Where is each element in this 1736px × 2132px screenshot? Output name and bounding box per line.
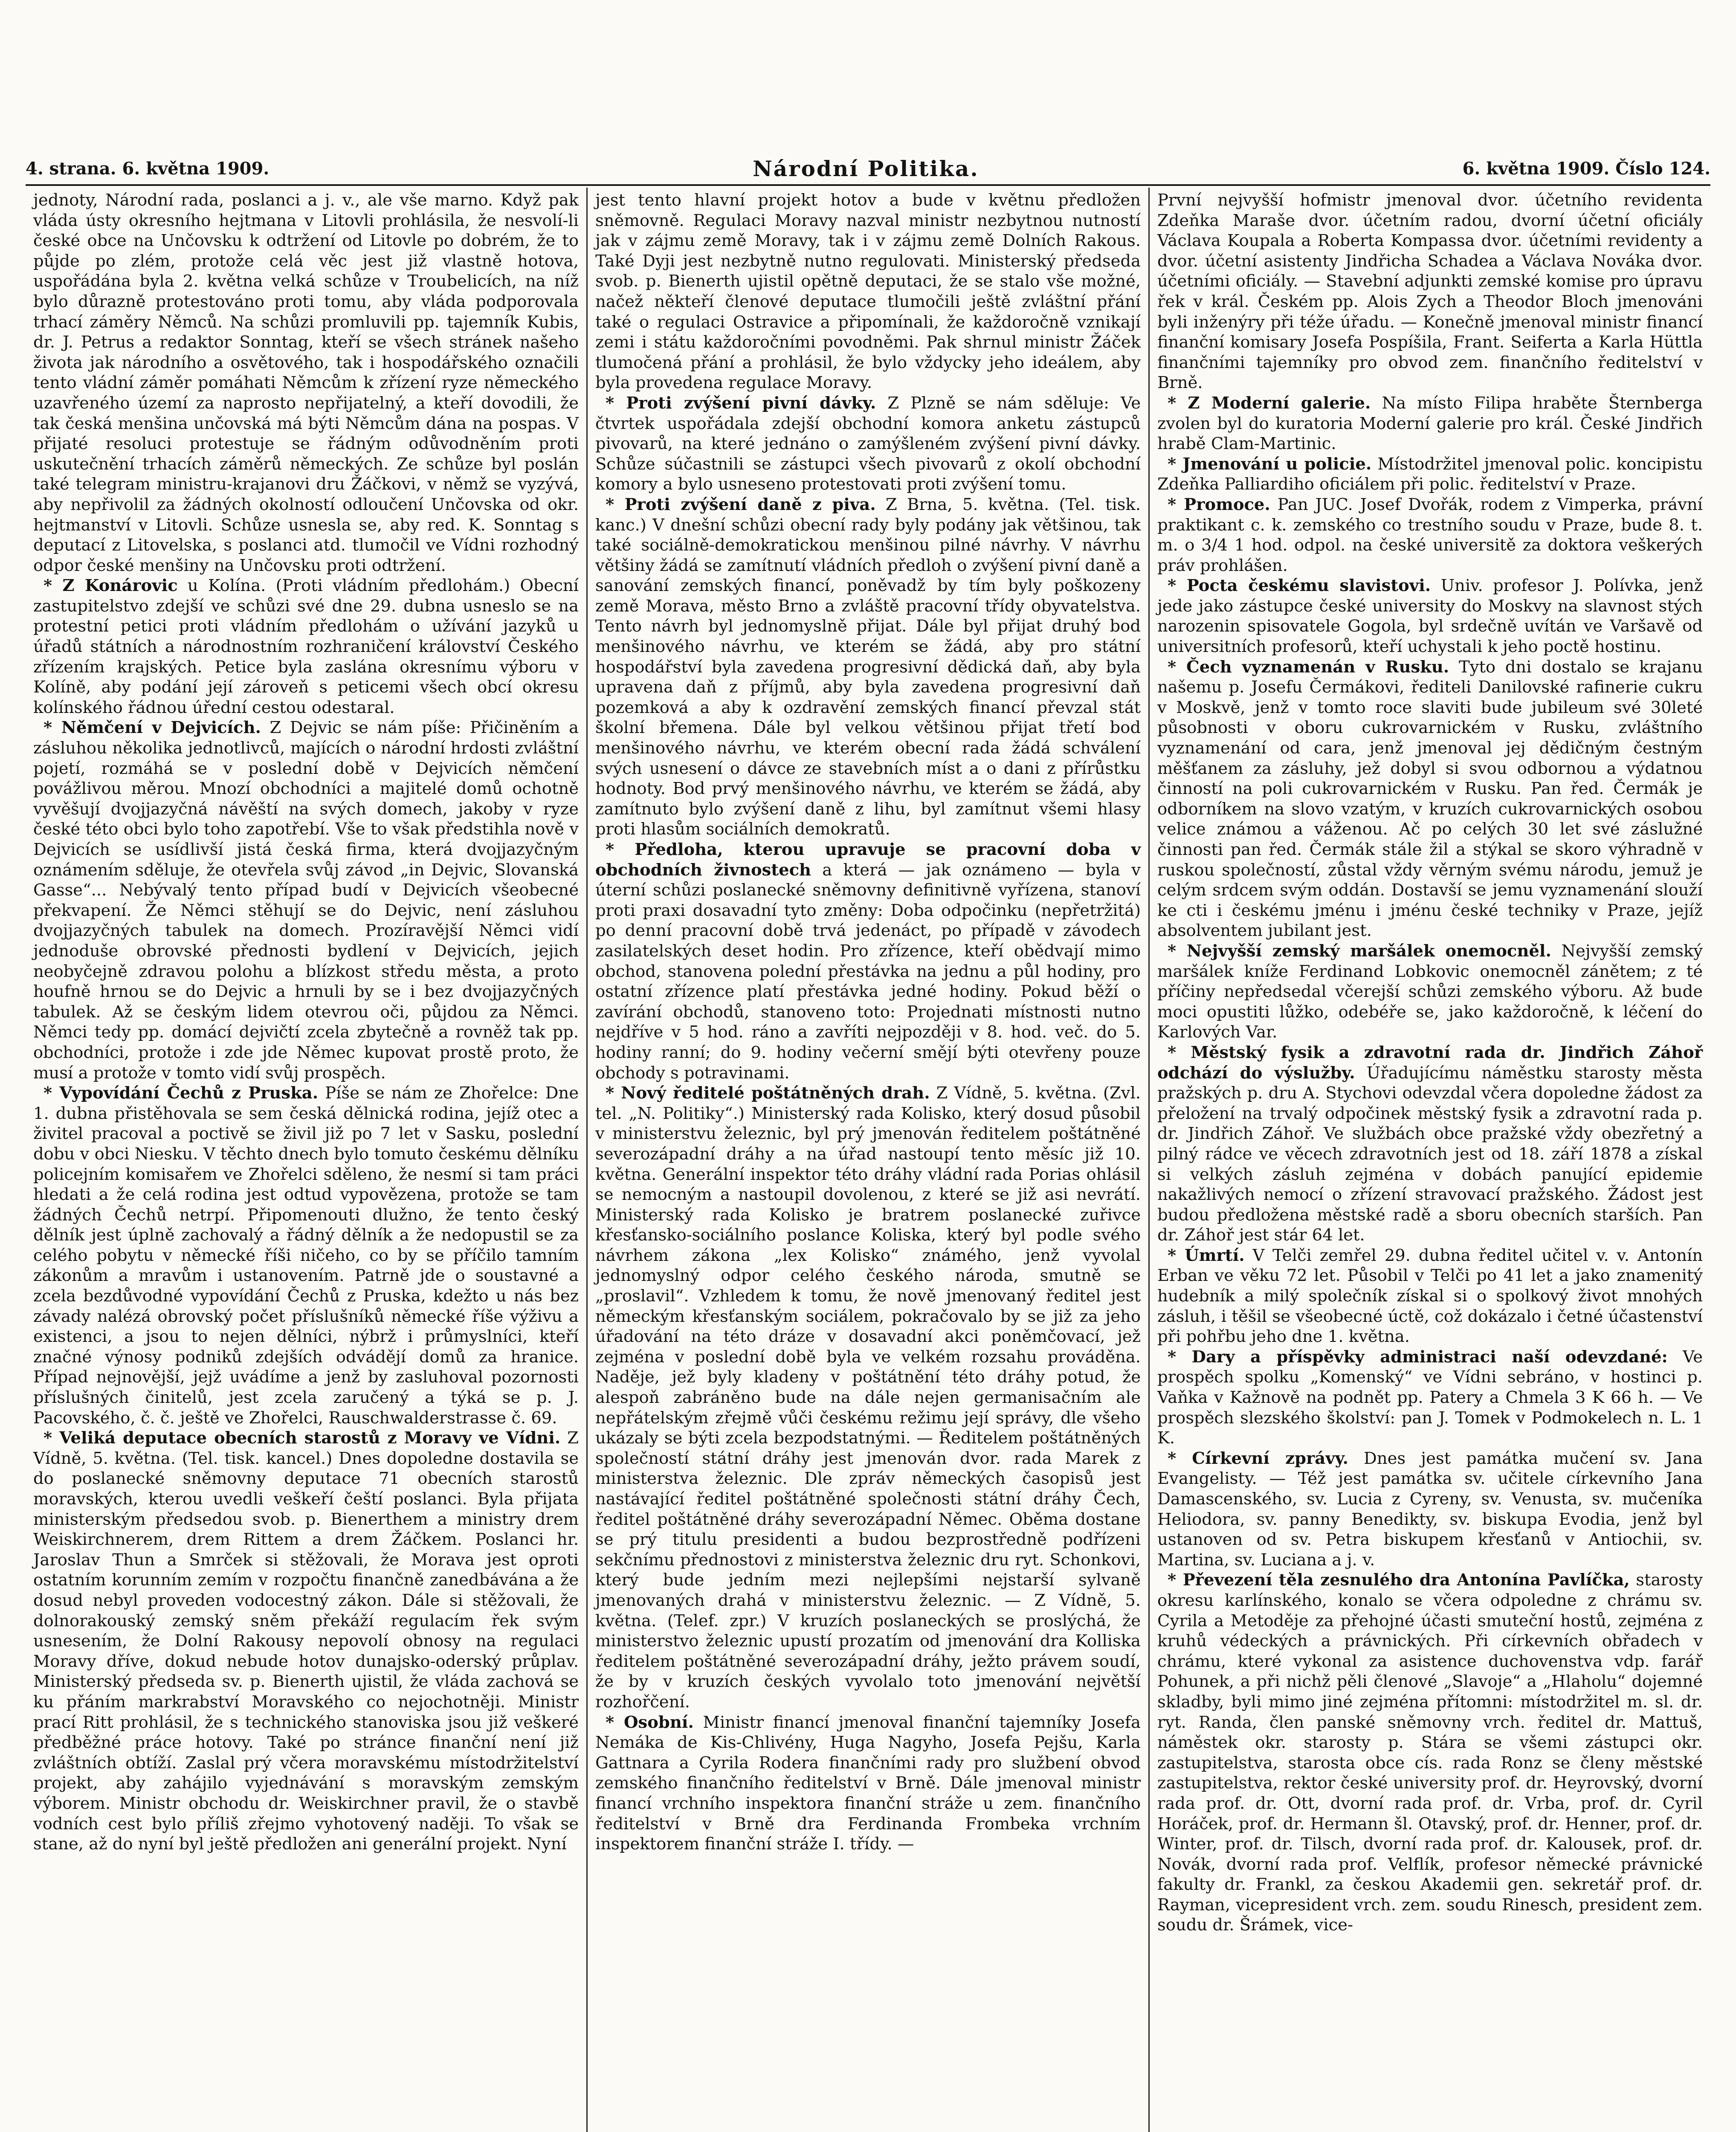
article-paragraph xyxy=(595,393,1141,495)
article-paragraph xyxy=(1157,454,1703,495)
article-paragraph xyxy=(595,1712,1141,1854)
article-headline: * Němčení v Dejvicích. xyxy=(43,718,261,738)
running-head xyxy=(26,154,1710,183)
text-columns xyxy=(26,188,1710,2132)
article-headline: * Nejvyšší zemský maršálek onemocněl. xyxy=(1168,941,1551,961)
page-number-date: 4. strana. 6. května 1909. xyxy=(26,158,270,179)
article-paragraph xyxy=(1157,1448,1703,1570)
newspaper-title: Národní Politika. xyxy=(753,156,979,181)
article-text: starosty okresu karlínského, konalo se včera odpoledne z chrámu sv. Cyrila a Metoděje za přehojné účasti smuteční hostů, zejména z kruhů védeckých a právnických. Při církevních obřadech v chrámu, které vykonal za asistence duchovenstva vdp. farář Pohunek, a při nichž pěli členové „Slavoje“ a „Hlaholu“ dojemné skladby, byli mimo jiné zejména přítomni: místodržitel m. sl. dr. ryt. Randa, člen panské sněmovny vrch. ředitel dr. Mattuš, náměstek okr. starosty p. Stára se všemi zástupci okr. zastupitelstva, starosta obce cís. rada Ronz se členy městské zastupitelstva, rektor české university prof. dr. Heyrovský, dvorní rada prof. dr. Ott, dvorní rada prof. dr. Vrba, prof. dr. Cyril Horáček, prof. dr. Hermann šl. Otavský, prof. dr. Henner, prof. dr. Winter, prof. dr. Tilsch, dvorní rada prof. dr. Kalousek, prof. dr. Novák, dvorní rada prof. Velflík, profesor německé právnické fakulty dr. Frankl, za českou Akademii gen. sekretář prof. dr. Rayman, vicepresident vrch. zem. soudu Rinesch, president zem. soudu dr. Šrámek, vice- xyxy=(1157,1570,1703,1935)
article-headline: * Proti zvýšení pivní dávky. xyxy=(606,393,876,413)
column-1 xyxy=(26,188,586,2132)
article-paragraph xyxy=(595,1083,1141,1712)
article-text: Tyto dni dostalo se krajanu našemu p. Josefu Čermákovi, řediteli Danilovské rafinerie cukru v Moskvě, jenž v tomto roce slaviti bude jubileum své 30leté působnosti v oboru cukrovarnickém v Rusku, zvláštního vyznamenání od cara, jenž jmenoval jej dědičným čestným měšťanem za zásluhy, jež dobyl si svou odbornou a výdatnou činností na poli cukrovarnickém v Rusku. Pan řed. Čermák je odborníkem na slovo vzatým, v kruzích cukrovarnických osobou velice známou a váženou. Ač po celých 30 let své záslužné činnosti pan řed. Čermák stále žil a stýkal se skoro výhradně v ruskou společností, zůstal vždy věrným svému národu, jemuž je celým srdcem svým oddán. Dostavší se jemu vyznamenání slouží ke cti i českému jménu i jménu české techniky v Praze, jejíž absolventem jubilant jest. xyxy=(1157,657,1703,941)
article-paragraph xyxy=(33,190,579,576)
article-headline: * Převezení těla zesnulého dra Antonína Pavlíčka, xyxy=(1168,1570,1630,1590)
article-paragraph xyxy=(33,1083,579,1428)
article-paragraph xyxy=(595,840,1141,1083)
article-headline: * Nový ředitelé poštátněných drah. xyxy=(606,1083,930,1103)
article-text: jednoty, Národní rada, poslanci a j. v., ale vše marno. Když pak vláda ústy okresního hejtmana v Litovli prohlásila, že nesvolí-li české obce na Unčovsku k odtržení od Litovle po dobrém, že to půjde po zlém, protože celá věc jest již vlastně hotova, uspořádána byla 2. května velká schůze v Troubelicích, na níž bylo důrazně protestováno proti tomu, aby vláda podporovala trhací záměry Němců. Na schůzi promluvili pp. tajemník Kubis, dr. J. Petrus a redaktor Sonntag, kteří se všech stránek našeho života jak národního a osvětového, tak i hospodářského označili tento vládní záměr pomáhati Němcům k zřízení ryze německého uzavřeného území za naprosto nepřijatelný, a kteří dovodili, že tak česká menšina unčovská má býti Němcům dána na pospas. V přijaté resoluci protestuje se řádným odůvodněním proti uskutečnění trhacích záměrů německých. Ze schůze byl poslán také telegram ministru-krajanovi dru Žáčkovi, v němž se vyzývá, aby nepřivolil za žádných okolností odloučení Unčovska od okr. hejtmanství v Litovli. Schůze usnesla se, aby red. K. Sonntag s deputací z Litovelska, s poslanci atd. tlumočil ve Vídni rozhodný odpor české menšiny na Unčovsku proti odtržení. xyxy=(33,191,579,575)
article-paragraph xyxy=(1157,1347,1703,1448)
article-paragraph xyxy=(33,1428,579,1854)
article-headline: * Promoce. xyxy=(1168,495,1270,514)
article-headline: * Veliká deputace obecních starostů z Moravy ve Vídni. xyxy=(43,1428,561,1448)
article-text: Nejvyšší zemský maršálek kníže Ferdinand Lobkovic onemocněl zánětem; z té příčiny nepředsedal včerejší schůzi zemského výboru. Až bude moci opustiti lůžko, odebéře se, jako každoročně, k léčení do Karlových Var. xyxy=(1157,941,1703,1042)
article-headline: * Městský fysik a zdravotní rada dr. Jindřich Záhoř odchází do výslužby. xyxy=(1157,1043,1703,1083)
article-text: Úřadujícímu náměstku starosty města pražských p. dru A. Stychovi odevzdal včera dopoledne žádost za přeložení na trvalý odpočinek městský fysik a zdravotní rada p. dr. Jindřich Záhoř. Ve službách obce pražské vždy obezřetný a pilný rádce ve věcech zdravotních jest od 18. září 1878 a získal si velkých zásluh zejména v dobách panující epidemie nakažlivých nemocí o zřízení stravovací pražského. Žádost jest budou předložena městské radě a sboru obecních starších. Pan dr. Záhoř jest stár 64 let. xyxy=(1157,1063,1703,1245)
article-paragraph xyxy=(595,495,1141,840)
article-paragraph xyxy=(1157,393,1703,454)
article-paragraph xyxy=(595,190,1141,393)
issue-date-number: 6. května 1909. Číslo 124. xyxy=(1462,158,1710,179)
article-text: Ministr financí jmenoval finanční tajemníky Josefa Nemáka de Kis-Chlivény, Huga Nagyho, Josefa Pejšu, Karla Gattnara a Cyrila Rodera finančními rady pro službení obvod zemského finančního ředitelství v Brně. Dále jmenoval ministr financí vrchního inspektora finanční stráže u zem. finančního ředitelství v Brně dra Ferdinanda Frombeka vrchním inspektorem finanční stráže I. třídy. — xyxy=(595,1712,1141,1854)
article-text: jest tento hlavní projekt hotov a bude v květnu předložen sněmovně. Regulaci Moravy nazval ministr nezbytnou nutností jak v zájmu země Moravy, tak i v zájmu země Dolních Rakous. Také Dyji jest nezbytně nutno regulovati. Ministerský předseda svob. p. Bienerth ujistil opětně deputaci, že se stalo vše možné, načež někteří členové deputace tlumočili ještě zvláštní přání také o regulaci Ostravice a připomínali, že každoročně vznikají zemi i státu každoročními povodněmi. Pak shrnul ministr Žáček tlumočená přání a prohlásil, že bylo vždycky jeho ideálem, aby byla provedena regulace Moravy. xyxy=(595,191,1141,393)
article-text: Ve prospěch spolku „Komenský“ ve Vídni sebráno, v hostinci p. Vaňka v Kažnově na podnět pp. Patery a Chmela 3 K 66 h. — Ve prospěch slezského školství: pan J. Tomek v Podmokelech n. L. 1 K. xyxy=(1157,1347,1703,1448)
article-headline: * Proti zvýšení daně z piva. xyxy=(606,495,876,514)
article-paragraph xyxy=(33,576,579,718)
article-headline: * Pocta českému slavistovi. xyxy=(1168,576,1431,596)
article-paragraph xyxy=(1157,941,1703,1043)
article-headline: * Úmrtí. xyxy=(1168,1246,1245,1265)
column-2 xyxy=(586,188,1148,2132)
article-paragraph xyxy=(1157,657,1703,941)
article-paragraph xyxy=(1157,1570,1703,1935)
article-text: Z Vídně, 5. května. (Tel. tisk. kancel.) Dnes dopoledne dostavila se do poslanecké sněmovny deputace 71 obecních starostů moravských, kterou uvedli veškeří čeští poslanci. Byla přijata ministerským předsedou svob. p. Bienerthem a ministry drem Weiskirchnerem, drem Rittem a drem Žáčkem. Poslanci hr. Jaroslav Thun a Smrček si stěžovali, že Morava jest oproti ostatním korunním zemím v rozpočtu finančně zanedbávána a že dosud nebyl proveden vodocestný zákon. Dále si stěžovali, že dolnorakouský zemský sněm překáží regulacím řek svým usnesením, že Dolní Rakousy nepovolí obnosy na regulaci Moravy dříve, dokud nebude hotov dunajsko-oderský průplav. Ministerský předseda sv. p. Bienerth ujistil, že vláda zachová se ku přáním markrabství Moravského co nejochotněji. Ministr prací Ritt prohlásil, že s technického stanoviska jsou již veškeré předběžné práce hotovy. Také po stránce finanční není již zvláštních obtíží. Zaslal prý včera moravskému místodržitelství projekt, aby zahájilo vyjednávání s moravským zemským výborem. Ministr obchodu dr. Weiskirchner pravil, že o stavbě vodních cest bylo příliš zřejmo vyhotovený naději. To však se stane, až do nyní byl ještě předložen ani generální projekt. Nyní xyxy=(33,1428,579,1854)
article-text: Z Brna, 5. května. (Tel. tisk. kanc.) V dnešní schůzi obecní rady byly podány jak většinou, tak také sociálně-demokratickou menšinou pilné návrhy. V návrhu většiny žádá se zamítnutí vládních předloh o zvýšení pivní daně a sanování zemských financí, poněvadž by tím byly poškozeny země Morava, město Brno a zvláště pracovní třídy obyvatelstva. Tento návrh byl jednomyslně přijat. Dále byl přijat druhý bod menšinového návrhu, ve kterém se žádá, aby pro státní hospodářství byla zavedena progresivní dědická daň, aby byla upravena daň z příjmů, aby byla zavedena progresivní daň pozemková a aby k ozdravění zemských financí převzal stát školní břemena. Dále byl velkou většinou přijat třetí bod menšinového návrhu, ve kterém obecní rada žádá schválení svých usnesení o dávce ze stavebních míst a o dani z přírůstku hodnoty. Bod prvý menšinového návrhu, ve kterém se žádá, aby zamítnuto bylo zvýšení daně z lihu, byl zamítnut všemi hlasy proti hlasům sociálních demokratů. xyxy=(595,495,1141,839)
article-headline: * Předloha, kterou upravuje se pracovní doba v obchodních živnostech xyxy=(595,840,1141,880)
article-text: Na místo Filipa hraběte Šternberga zvolen byl do kuratoria Moderní galerie pro král. České Jindřich hrabě Clam-Martinic. xyxy=(1157,393,1703,454)
article-paragraph xyxy=(1157,495,1703,576)
article-paragraph xyxy=(33,718,579,1083)
article-headline: * Jmenování u policie. xyxy=(1168,454,1372,474)
article-paragraph xyxy=(1157,576,1703,657)
article-headline: * Osobní. xyxy=(606,1712,694,1732)
article-text: První nejvyšší hofmistr jmenoval dvor. účetního revidenta Zdeňka Maraše dvor. účetním radou, dvorní účetní oficiály Václava Koupala a Roberta Kompassa dvor. účetními revidenty a dvor. účetní asistenty Jindřicha Schadea a Václava Nováka dvor. účetními oficiály. — Stavební adjunkti zemské komise pro úpravu řek v král. Českém pp. Alois Zych a Theodor Bloch jmenováni byli inženýry při téže úřadu. — Konečně jmenoval ministr financí finanční komisary Josefa Pospíšila, Frant. Seiferta a Karla Hüttla finančními tajemníky pro obvod zem. finančního ředitelství v Brně. xyxy=(1157,191,1703,393)
article-text: Z Plzně se nám sděluje: Ve čtvrtek uspořádala zdejší obchodní komora anketu zástupců pivovarů, na které jednáno o zamýšleném zvýšení pivní dávky. Schůze súčastnili se zástupci všech pivovarů z okolí obchodní komory a bylo usneseno protestovati proti zvýšení tomu. xyxy=(595,393,1141,494)
article-text: Univ. profesor J. Polívka, jenž jede jako zástupce české university do Moskvy na slavnost stých narozenin spisovatele Gogola, byl srdečně uvítán ve Varšavě od universitních profesorů, kteří uchystali k jeho poctě hostinu. xyxy=(1157,576,1703,657)
article-text: a která — jak oznámeno — byla v úterní schůzi poslanecké sněmovny definitivně vyřízena, stanoví proti praxi dosavadní tyto změny: Doba odpočinku (nepřetržitá) po denní pracovní době trvá jedenáct, po případě v závodech zasilatelských deset hodin. Pro zřízence, kteří obědvají mimo obchod, stanovena polední přestávka na jednu a půl hodiny, pro ostatní zřízence platí přestávka jedné hodiny. Pokud běží o zavírání obchodů, stanoveno toto: Projednati místnosti nutno nejdříve v 5 hod. ráno a zavříti nejpozději v 8. hod. več. do 5. hodiny ranní; do 9. hodiny večerní smějí býti otevřeny pouze obchody s potravinami. xyxy=(595,860,1141,1083)
article-paragraph xyxy=(1157,1246,1703,1347)
article-headline: * Z Konárovic xyxy=(43,576,178,596)
article-headline: * Čech vyznamenán v Rusku. xyxy=(1168,657,1449,677)
article-headline: * Z Moderní galerie. xyxy=(1168,393,1371,413)
header-rule xyxy=(26,184,1710,186)
article-text: V Telči zemřel 29. dubna ředitel učitel v. v. Antonín Erban ve věku 72 let. Působil v Telči po 41 let a jako znamenitý hudebník a milý společník získal si o spolkový život mnohých zásluh, i těšil se všeobecné úctě, což dokázalo i četné účastenství při pohřbu jeho dne 1. května. xyxy=(1157,1246,1703,1347)
column-3 xyxy=(1148,188,1710,2132)
article-text: Dnes jest památka mučení sv. Jana Evangelisty. — Též jest památka sv. učitele církevního Jana Damascenského, sv. Lucia z Cyreny, sv. Venusta, sv. mučeníka Heliodora, sv. panny Benedikty, sv. biskupa Evodia, jenž byl ustanoven od sv. Petra biskupem křesťanů v Antiochii, sv. Martina, sv. Luciana a j. v. xyxy=(1157,1448,1703,1570)
article-headline: * Vypovídání Čechů z Pruska. xyxy=(43,1083,319,1103)
article-paragraph xyxy=(1157,1043,1703,1246)
article-paragraph xyxy=(1157,190,1703,393)
article-text: u Kolína. (Proti vládním předlohám.) Obecní zastupitelstvo zdejší ve schůzi své dne 29. dubna usneslo se na protestní petici proti vládním předlohám o užívání jazyků u úřadů státních a národnostním rozhraničení království Českého zřízením krajských. Petice byla zaslána okresnímu výboru v Kolíně, aby podání její zároveň s peticemi všech obcí okresu kolínského řádnou úřední cestou odestaral. xyxy=(33,576,579,717)
article-headline: * Dary a příspěvky administraci naší odevzdané: xyxy=(1168,1347,1668,1367)
article-headline: * Církevní zprávy. xyxy=(1168,1448,1348,1468)
article-text: Pan JUC. Josef Dvořák, rodem z Vimperka, právní praktikant c. k. zemského co trestního soudu v Praze, bude 8. t. m. o 3/4 1 hod. odpol. na české universitě za doktora veškerých práv prohlášen. xyxy=(1157,495,1703,575)
article-text: Z Vídně, 5. května. (Zvl. tel. „N. Politiky“.) Ministerský rada Kolisko, který dosud působil v ministerstvu železnic, byl prý jmenován ředitelem poštátněné severozápadní dráhy a na úřad nastoupí tento měsíc již 10. května. Generální inspektor této dráhy vládní rada Porias ohlásil se nemocným a nastoupil dovolenou, z které se již asi nevrátí. Ministerský rada Kolisko je bratrem poslanecké zuřivce křesťansko-sociálního poslance Koliska, který byl podle svého návrhem zákona „lex Kolisko“ známého, jenž vyvolal jednomyslný odpor celého českého národa, smutně se „proslavil“. Vzhledem k tomu, že nově jmenovaný ředitel jest německým křesťanským sociálem, pokračovalo by se již za jeho úřadování na této dráze v dosavadní akci poněmčovací, jež zejména v poslední době byla ve velkém rozsahu prováděna. Naděje, jež byly kladeny v poštátnění této dráhy potud, že alespoň zabráněno bude na dále nejen germanisačním ale nepřátelským zřejmě vůči českému režimu její správy, dle všeho ukázaly se býti zcela bezpodstatnými. — Ředitelem poštátněných společností státní dráhy jest jmenován dvor. rada Marek z ministerstva železnic. Dle zpráv německých časopisů jest nastávající ředitel poštátněné společnosti státní dráhy Čech, ředitel poštátněné dráhy severozápadní Němec. Oběma dostane se prý titulu presidenti a budou bezprostředně podřízeni sekčnímu přednostovi z ministerstva železnic dru ryt. Schonkovi, který bude jedním mezi nejlepšími nejstarší sylvaně jmenovaných drahá v ministerstvu železnic. — Z Vídně, 5. května. (Telef. zpr.) V kruzích poslaneckých se proslýchá, že ministerstvo železnic upustí prozatím od jmenování dra Kolliska ředitelem poštátněné severozápadní dráhy, ježto právem soudí, že by v kruzích českých vyvolalo toto jmenování největší rozhořčení. xyxy=(595,1083,1141,1712)
article-text: Místodržitel jmenoval polic. koncipistu Zdeňka Palliardiho oficiálem při polic. ředitelství v Praze. xyxy=(1157,454,1703,494)
article-text: Píše se nám ze Zhořelce: Dne 1. dubna přistěhovala se sem česká dělnická rodina, jejíž otec a živitel pracoval a poctivě se živil již po 7 let v Sasku, poslední dobu v obci Niesku. V těchto dnech bylo tomuto českému dělníku policejním komisařem ve Zhořelci sděleno, že nesmí si tam práci hledati a že celá rodina jest odtud vypovězena, protože se tam žádných Čechů netrpí. Připomenouti dlužno, že tento český dělník jest úplně zachovalý a řádný dělník a že nedopustil se za celého pobytu v německé říši ničeho, co by se příčilo tamním zákonům a mravům i ustanovením. Patrně jde o soustavné a zcela bezdůvodné vypovídání Čechů z Pruska, kdežto u nás bez závady nalézá obrovský počet příslušníků německé říše výživu a existenci, a jsou to nejen dělníci, nýbrž i průmyslníci, kteří značné výnosy podniků zdejších odvádějí domů za hranice. Případ nejnovější, jejž uvádíme a jenž by zasluhoval pozornosti příslušných činitelů, jest zcela zaručený a týká se p. J. Pacovského, č. č. ještě ve Zhořelci, Rauschwalderstrasse č. 69. xyxy=(33,1083,579,1428)
article-text: Z Dejvic se nám píše: Přičiněním a zásluhou několika jednotlivců, majících o národní hrdosti zvláštní pojetí, rozmáhá se v poslední době v Dejvicích němčení povážlivou měrou. Mnozí obchodníci a majitelé domů ochotně vyvěšují dvojjazyčná návěští na svých domech, jakoby v ryze české této obci bylo toho zapotřebí. Vše to však předstihla nově v Dejvicích se usídlivší jistá česká firma, která dvojjazyčným oznámením sděluje, že otevřela svůj závod „in Dejvic, Slovanská Gasse“... Nebývalý tento případ budí v Dejvicích všeobecné překvapení. Že Němci stěhují se do Dejvic, není zásluhou dvojjazyčných tabulek na domech. Prozíravější Němci vidí jednoduše obrovské přednosti bydlení v Dejvicích, jejich neobyčejně zdravou polohu a blízkost středu města, a proto houfně hrnou se do Dejvic a hrnuli by se i bez dvojjazyčných tabulek. Až se českým lidem otevrou oči, půjdou za Němci. Němci tedy pp. domácí dejvičtí zcela zbytečně a rovněž tak pp. obchodníci, protože i zde jde Němec kupovat prostě proto, že musí a protože v tomto vidí svůj prospěch. xyxy=(33,718,579,1083)
